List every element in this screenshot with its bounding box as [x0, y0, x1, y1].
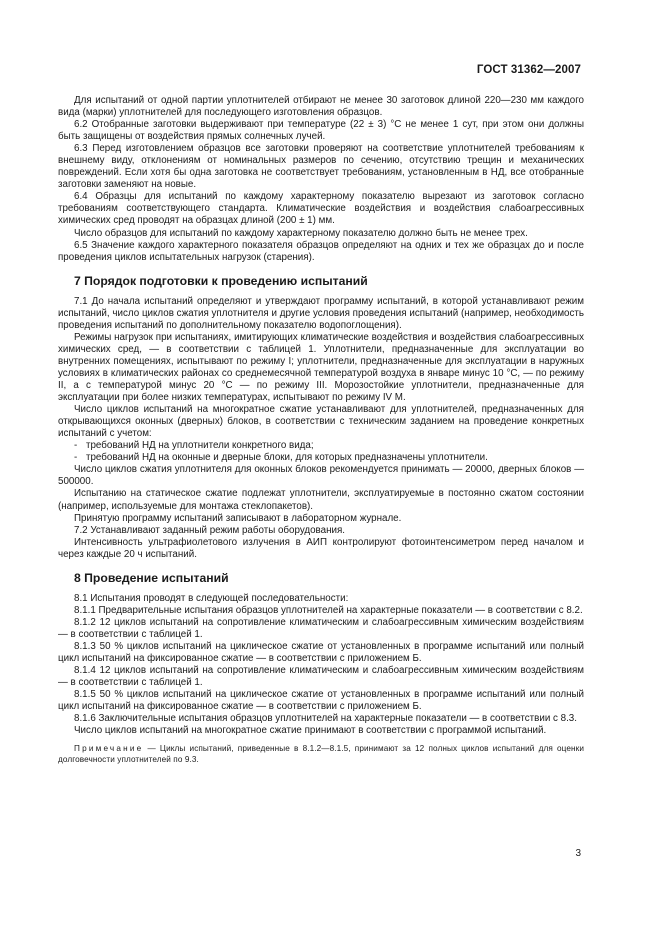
paragraph-8-1-2: 8.1.2 12 циклов испытаний на сопротивление климатическим и слабоагрессивным химическим воздействиям — в соответствии с таблицей 1. [58, 616, 584, 640]
page-number: 3 [575, 848, 581, 859]
paragraph-7-2: 7.2 Устанавливают заданный режим работы оборудования. [74, 524, 346, 536]
list-item [58, 440, 584, 452]
paragraph-6-2: 6.2 Отобранные заготовки выдерживают при температуре (22 ± 3) °С не менее 1 сут, при этом они должны быть защищены от воздействия прямых солнечных лучей. [58, 119, 584, 143]
paragraph-6-3: 6.3 Перед изготовлением образцов все заготовки проверяют на соответствие уплотнителей требованиям к внешнему виду, отклонениям от номинальных размеров по сечению, отсутствию трещин и механических повреждений. Если хотя бы одна заготовка не соответствует требованиям, установленным в НД, все отобранные заготовки заменяют на новые. [58, 143, 584, 191]
paragraph-7-2-uv: Интенсивность ультрафиолетового излучения в АИП контролируют фотоинтенсиметром перед началом и через каждые 20 ч испытаний. [58, 536, 584, 560]
paragraph-6-1: Для испытаний от одной партии уплотнителей отбирают не менее 30 заготовок длиной 220—230 мм каждого вида (марки) уплотнителей для последующего изготовления образцов. [58, 95, 584, 119]
paragraph-7-1-cycles: Число циклов испытаний на многократное сжатие устанавливают для уплотнителей, предназначенных для открывающихся оконных (дверных) блоков, в соответствии с техническим заданием на проведение конкретных испытаний с учетом: [58, 404, 584, 440]
paragraph-7-1-counts: Число циклов сжатия уплотнителя для оконных блоков рекомендуется принимать — 20000, дверных блоков — 500000. [58, 464, 584, 488]
page-body [58, 95, 584, 765]
document-code: ГОСТ 31362—2007 [476, 64, 581, 76]
requirements-list [58, 440, 584, 464]
paragraph-8-1-5: 8.1.5 50 % циклов испытаний на циклическое сжатие от установленных в программе испытаний или полный цикл испытаний на фиксированное сжатие — в соответствии с приложением Б. [58, 689, 584, 713]
paragraph-7-1: 7.1 До начала испытаний определяют и утверждают программу испытаний, в которой устанавливают режим испытаний, число циклов сжатия уплотнителя и другие условия проведения испытаний (например, необходимость проведения испытаний по дополнительному показателю водопоглощения). [58, 295, 584, 331]
list-item [58, 452, 584, 464]
note-text: — Циклы испытаний, приведенные в 8.1.2—8.1.5, принимают за 12 полных циклов испытаний для оценки долговечности уплотнителей по 9.3. [58, 744, 584, 765]
paragraph-8-1-cycles: Число циклов испытаний на многократное сжатие принимают в соответствии с программой испытаний. [74, 725, 547, 737]
section-8-title: 8 Проведение испытаний [74, 570, 229, 585]
paragraph-8-1-3: 8.1.3 50 % циклов испытаний на циклическое сжатие от установленных в программе испытаний или полный цикл испытаний на фиксированное сжатие — в соответствии с приложением Б. [58, 640, 584, 665]
bullet-dash: - [74, 440, 78, 452]
paragraph-8-1-4: 8.1.4 12 циклов испытаний на сопротивление климатическим и слабоагрессивным химическим воздействиям — в соответствии с таблицей 1. [58, 665, 584, 689]
section-7-title: 7 Порядок подготовки к проведению испытаний [74, 273, 368, 288]
paragraph-7-1-modes: Режимы нагрузок при испытаниях, имитирующих климатические воздействия и воздействия слабоагрессивных химических сред, — в соответствии с таблицей 1. Уплотнители, предназначенные для эксплуатации во внутренних помещениях, испытывают по режиму I; уплотнители, предназначенные для эксплуатации в наружных условиях в климатических районах со среднемесячной температурой воздуха в январе минус 10 °С, — по режиму II, а с температурой минус 20 °С — по режиму III. Морозостойкие уплотнители, предназначенные для эксплуатации при более низких температурах, испытывают по режиму IV М. [58, 331, 584, 404]
list-item-text: требований НД на уплотнители конкретного вида; [86, 440, 314, 452]
paragraph-8-1-6: 8.1.6 Заключительные испытания образцов уплотнителей на характерные показатели — в соответствии с 8.3. [74, 713, 577, 725]
paragraph-7-1-journal: Принятую программу испытаний записывают в лабораторном журнале. [74, 512, 402, 524]
paragraph-7-1-static: Испытанию на статическое сжатие подлежат уплотнители, эксплуатируемые в постоянно сжатом состоянии (например, используемые для монтажа стеклопакетов). [58, 488, 584, 512]
list-item-text: требований НД на оконные и дверные блоки, для которых предназначены уплотнители. [86, 452, 488, 464]
paragraph-8-1: 8.1 Испытания проводят в следующей последовательности: [74, 592, 349, 604]
paragraph-6-4-count: Число образцов для испытаний по каждому характерному показателю должно быть не менее трех. [74, 227, 528, 239]
paragraph-8-1-1: 8.1.1 Предварительные испытания образцов уплотнителей на характерные показатели — в соответствии с 8.2. [74, 604, 583, 616]
paragraph-6-5: 6.5 Значение каждого характерного показателя образцов определяют на одних и тех же образцах до и после проведения циклов испытательных нагрузок (старения). [58, 239, 584, 263]
note-label: Примечание [74, 744, 144, 754]
bullet-dash: - [74, 452, 78, 464]
note [58, 743, 584, 765]
paragraph-6-4: 6.4 Образцы для испытаний по каждому характерному показателю вырезают из заготовок согласно требованиям соответствующего стандарта. Климатические воздействия и воздействия слабоагрессивных химических сред проводят на образцах длиной (200 ± 1) мм. [58, 191, 584, 227]
